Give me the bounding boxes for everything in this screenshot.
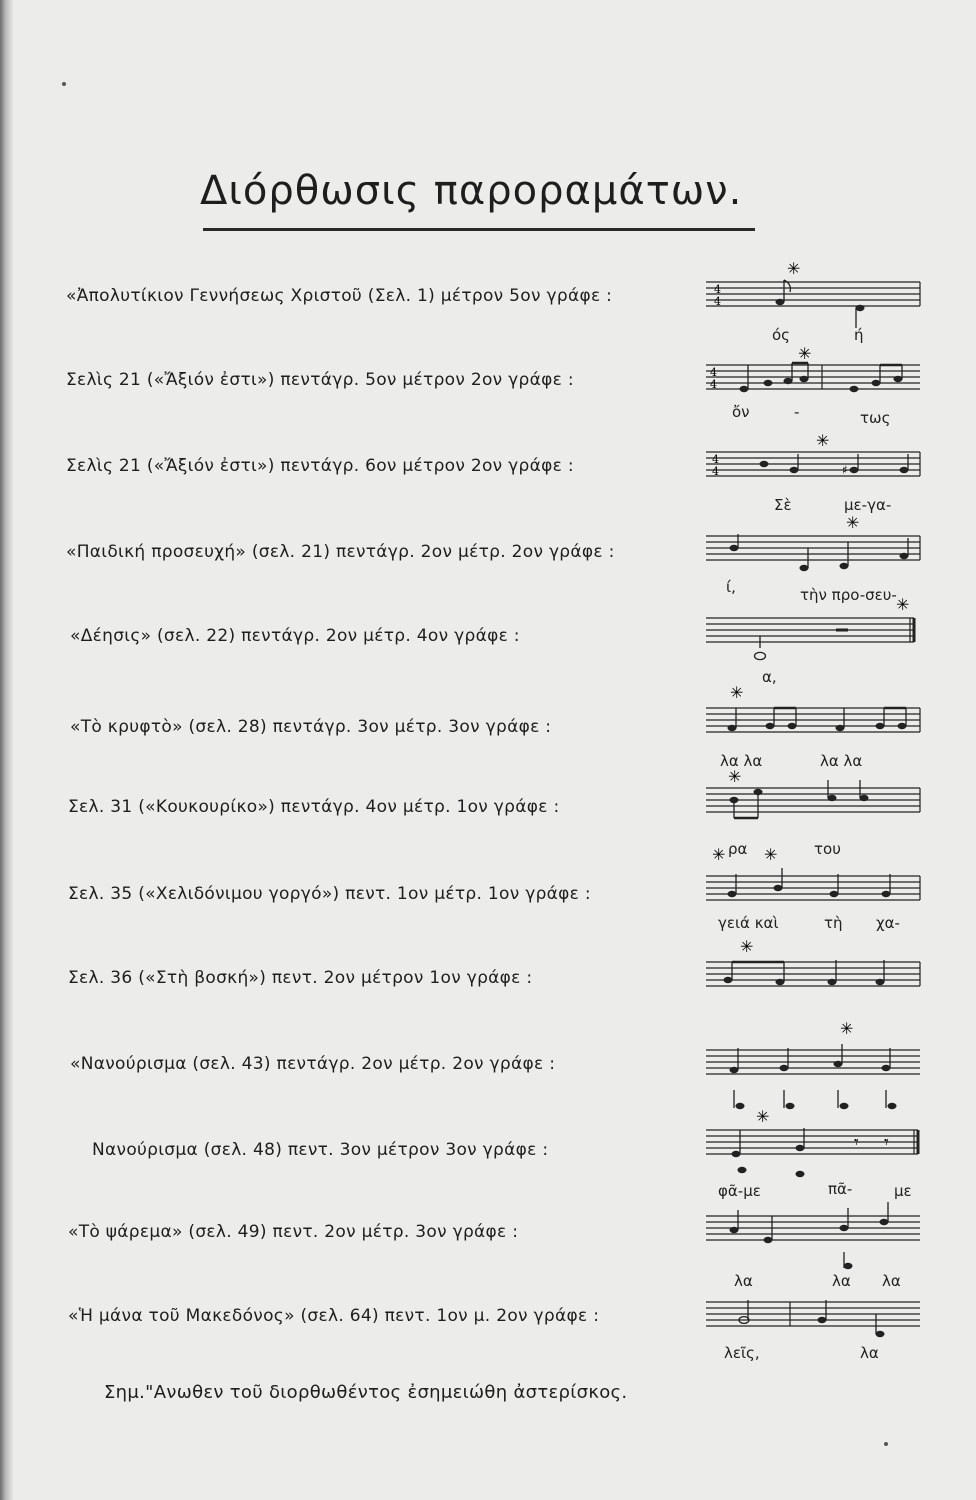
svg-text:4: 4 [712,453,719,466]
correction-entry-9: Σελ. 36 («Στὴ βοσκή») πεντ. 2ον μέτρον 1ον γράφε : [68,968,533,988]
lyric: λα [860,1344,879,1362]
footer-note: Σημ."Ανωθεν τοῦ διορθωθέντος ἐσημειώθη ἀστερίσκος. [104,1382,628,1403]
correction-entry-8: Σελ. 35 («Χελιδόνιμου γοργό») πεντ. 1ον μέτρ. 1ον γράφε : [68,884,591,904]
lyric: α, [762,668,777,686]
svg-text:4: 4 [710,378,717,391]
svg-text:✳: ✳ [730,683,744,702]
lyric: λα [832,1272,851,1290]
title-underline [203,228,755,231]
correction-entry-2: Σελὶς 21 («Ἄξιόν ἐστι») πεντάγρ. 5ον μέτρον 2ον γράφε : [66,370,574,390]
staff-excerpt-10 [704,1019,924,1119]
correction-entry-7: Σελ. 31 («Κουκουρίκο») πεντάγρ. 4ον μέτρ. 1ον γράφε : [68,797,560,817]
lyric: λεῖς, [724,1344,760,1362]
correction-entry-1: «Ἀπολυτίκιον Γεννήσεως Χριστοῦ (Σελ. 1) μέτρον 5ον γράφε : [66,286,613,306]
staff-excerpt-3 [704,430,924,525]
svg-text:✳: ✳ [756,1107,770,1126]
lyric: ί, [726,578,736,596]
lyric: τὴ [824,914,843,932]
lyric: λα [734,1272,753,1290]
correction-entry-5: «Δέησις» (σελ. 22) πεντάγρ. 2ον μέτρ. 4ον γράφε : [70,626,520,646]
correction-entry-4: «Παιδική προσευχή» (σελ. 21) πεντάγρ. 2ον μέτρ. 2ον γράφε : [66,542,615,562]
lyric: ὄν [732,403,750,421]
lyric: με-γα- [844,496,892,514]
lyric: ή [854,326,864,344]
correction-entry-3: Σελὶς 21 («Ἄξιόν ἐστι») πεντάγρ. 6ον μέτρον 2ον γράφε : [66,456,574,476]
svg-text:✳: ✳ [740,937,754,956]
time-signature: 4 [714,283,721,296]
svg-text:✳: ✳ [712,845,726,864]
svg-text:4: 4 [710,366,717,379]
page-binding-edge [0,0,14,1500]
svg-text:4: 4 [712,465,719,478]
staff-excerpt-4 [704,512,924,607]
lyric: φᾶ-με [718,1182,761,1200]
asterisk-mark: ✳ [787,259,801,278]
svg-text:4: 4 [714,295,721,308]
svg-text:✳: ✳ [728,767,742,786]
staff-excerpt-1 [704,259,924,357]
svg-text:✳: ✳ [840,1019,854,1038]
lyric: τὴν πρo-σευ- [800,586,897,604]
lyric: λα [882,1272,901,1290]
correction-entry-6: «Τὸ κρυφτὸ» (σελ. 28) πεντάγρ. 3ον μέτρ. 3ον γράφε : [70,717,552,737]
lyric: χα- [876,914,900,932]
staff-excerpt-7 [704,768,924,863]
lyric: Σὲ [774,496,792,514]
correction-entry-13: «Ἡ μάνα τοῦ Μακεδόνος» (σελ. 64) πεντ. 1ον μ. 2ον γράφε : [68,1306,600,1326]
paper-speck [884,1442,888,1446]
correction-entry-12: «Τὸ ψάρεμα» (σελ. 49) πεντ. 2ον μέτρ. 3ον γράφε : [68,1222,519,1242]
svg-text:𝄾: 𝄾 [884,1132,889,1153]
lyric: του [814,840,841,858]
svg-text:✳: ✳ [798,344,812,363]
correction-entry-11: Νανούρισμα (σελ. 48) πεντ. 3ον μέτρον 3ον γράφε : [92,1140,549,1160]
staff-excerpt-2 [704,345,924,440]
svg-text:✳: ✳ [846,513,860,532]
lyric: - [794,403,800,421]
lyric: λα λα [720,752,763,770]
staff-excerpt-13 [704,1282,924,1377]
lyric: πᾶ- [828,1180,853,1198]
svg-text:𝄾: 𝄾 [854,1132,859,1153]
svg-text:✳: ✳ [816,431,830,450]
lyric: λα λα [820,752,863,770]
correction-entry-10: «Νανούρισμα (σελ. 43) πεντάγρ. 2ον μέτρ. 2ον γράφε : [70,1054,556,1074]
paper-speck [62,82,66,86]
lyric: ός [772,326,790,344]
svg-text:✳: ✳ [764,845,778,864]
staff-excerpt-6 [704,684,924,779]
lyric: με [894,1182,912,1200]
staff-excerpt-9 [704,937,924,1037]
lyric: τως [860,409,891,427]
svg-text:✳: ✳ [896,595,910,614]
svg-text:♯: ♯ [842,463,848,477]
page-title: Διόρθωσις παροραμάτων. [200,168,743,214]
lyric: γειά καὶ [718,914,779,932]
staff-excerpt-12 [704,1196,924,1291]
lyric: ρα [728,840,748,858]
staff-excerpt-11 [704,1107,924,1205]
